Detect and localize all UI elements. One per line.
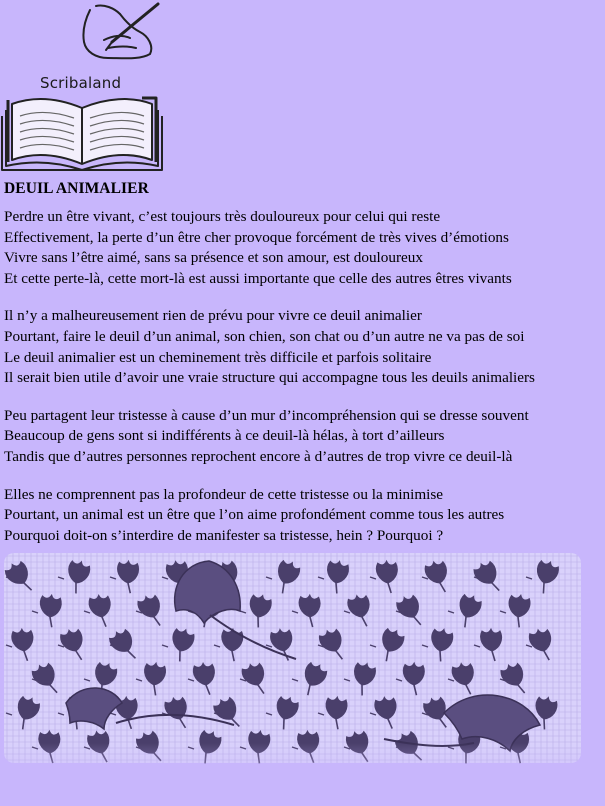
poem-line: Effectivement, la perte d’un être cher provoque forcément de très vives d’émotions <box>4 228 509 246</box>
poem-line: Il serait bien utile d’avoir une vraie structure qui accompagne tous les deuils animaliers <box>4 369 535 387</box>
stanza <box>4 485 604 547</box>
poem-line: Pourtant, un animal est un être que l’on aime profondément comme tous les autres <box>4 506 505 524</box>
open-book-icon <box>2 98 162 170</box>
poem-line: Et cette perte-là, cette mort-là est aussi importante que celle des autres êtres vivants <box>4 269 512 287</box>
stanza <box>4 207 604 289</box>
logo-text: Scribaland <box>40 74 122 92</box>
poem-title: DEUIL ANIMALIER <box>4 180 149 197</box>
stanza <box>4 406 604 468</box>
poem-line: Perdre un être vivant, c’est toujours très douloureux pour celui qui reste <box>4 208 441 225</box>
hand-pen-icon <box>83 4 158 58</box>
poem-line: Peu partagent leur tristesse à cause d’un mur d’incompréhension qui se dresse souvent <box>4 406 529 424</box>
scribaland-logo <box>0 0 170 172</box>
ginkgo-pattern-image <box>4 553 581 806</box>
poem-body <box>4 207 604 563</box>
poem-line: Il n’y a malheureusement rien de prévu pour vivre ce deuil animalier <box>4 307 422 325</box>
poem-line: Le deuil animalier est un cheminement très difficile et parfois solitaire <box>4 348 432 366</box>
poem-line: Pourquoi doit-on s’interdire de manifester sa tristesse, hein ? Pourquoi ? <box>4 526 444 544</box>
stanza <box>4 306 604 388</box>
poem-line: Beaucoup de gens sont si indifférents à ce deuil-là hélas, à tort d’ailleurs <box>4 427 445 445</box>
poem-line: Pourtant, faire le deuil d’un animal, son chien, son chat ou d’un autre ne va pas de soi <box>4 327 525 345</box>
poem-line: Elles ne comprennent pas la profondeur de cette tristesse ou la minimise <box>4 485 444 503</box>
poem-line: Tandis que d’autres personnes reprochent encore à d’autres de trop vivre ce deuil-là <box>4 447 513 465</box>
poem-line: Vivre sans l’être aimé, sans sa présence et son amour, est douloureux <box>4 249 423 267</box>
